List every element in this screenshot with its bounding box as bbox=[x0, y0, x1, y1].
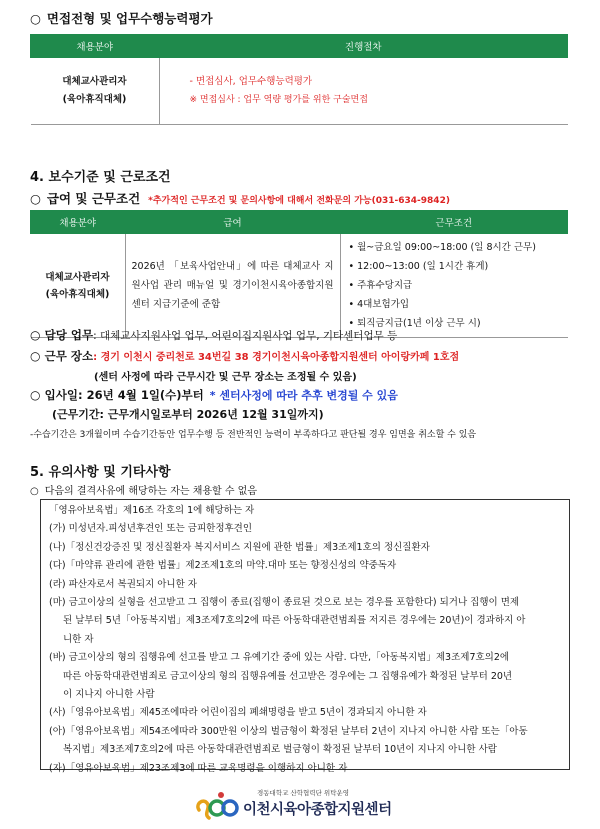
disqualification-item: (사)「영유아보육법」제45조에따라 어린이집의 폐쇄명령을 받고 5년이 경과되지 아니한 자 bbox=[49, 707, 427, 719]
place-line: ○ 근무 장소: 경기 이천시 중리천로 34번길 38 경기이천시육아종합지원센터 아이랑카페 1호점 bbox=[30, 349, 460, 363]
disqualification-item: (다)「마약류 관리에 관한 법률」제2조제1호의 마약.대마 또는 향정신성의 약중독자 bbox=[49, 560, 397, 572]
interview-header-field: 채용분야 bbox=[31, 35, 160, 58]
disqualification-item-cont: 이 지나지 아니한 사람 bbox=[63, 689, 155, 701]
disqualification-item-cont: 니한 자 bbox=[63, 633, 94, 645]
start-line: ○ 입사일: 26년 4월 1일(수)부터 * 센터사정에 따라 추후 변경될 수 있음 bbox=[30, 388, 398, 402]
condition-item: • 퇴직금지급(1년 이상 근무 시) bbox=[348, 318, 481, 329]
footer-logo bbox=[193, 788, 413, 822]
center-logo-icon bbox=[193, 788, 243, 822]
interview-role-cell bbox=[31, 58, 160, 125]
pay-table bbox=[30, 210, 568, 338]
section5-intro: ○ 다음의 결격사유에 해당하는 자는 채용할 수 없음 bbox=[30, 486, 258, 497]
disqualification-item: 「영유아보육법」제16조 각호의 1에 해당하는 자 bbox=[49, 505, 255, 516]
disqualification-item: (바) 금고이상의 형의 집행유예 선고를 받고 그 유예기간 중에 있는 사람. 다만,「아동복지법」제3조제7호의2에 bbox=[49, 652, 510, 664]
section5-title: 5. 유의사항 및 기타사항 bbox=[30, 465, 171, 480]
disqualification-item: (가) 미성년자.피성년후견인 또는 금피한정후견인 bbox=[49, 523, 253, 535]
place-sub: (센터 사정에 따라 근무시간 및 근무 장소는 조정될 수 있음) bbox=[94, 372, 357, 383]
disqualification-item: (라) 파산자로서 복권되지 아니한 자 bbox=[49, 578, 197, 590]
period-line: (근무기간: 근무개시일로부터 2026년 12월 31일까지) bbox=[52, 408, 324, 421]
interview-desc-line: - 면접심사, 업무수행능력평가 bbox=[189, 76, 313, 87]
pay-header-salary: 급여 bbox=[125, 211, 340, 234]
disqualification-item: (마) 금고이상의 실형을 선고받고 그 집행이 종료(집행이 종료된 것으로 보는 경우를 포함한다) 되거나 집행이 면제 bbox=[49, 597, 520, 609]
footer-org-name: 이천시육아종합지원센터 bbox=[243, 802, 392, 818]
role-line: (육아휴직대체) bbox=[45, 288, 110, 300]
interview-table bbox=[30, 34, 568, 125]
interview-desc-note: ※ 면접심사 : 업무 역량 평가를 위한 구술면접 bbox=[189, 95, 368, 105]
disqualification-item-cont: 따른 아동학대관련범죄로 금고이상의 형의 집행유예를 선고받은 경우에는 그 집행유예가 확정된 날부터 20년 bbox=[63, 670, 513, 682]
pay-role-cell bbox=[31, 234, 126, 338]
condition-item: • 월~금요일 09:00~18:00 (일 8시간 근무) bbox=[348, 242, 536, 253]
interview-header-process: 진행절차 bbox=[159, 35, 568, 58]
disqualification-item: (아)「영유아보육법」제54조에따라 300만원 이상의 벌금형이 확정된 날부터 2년이 지나지 아니한 사람 또는「아동 bbox=[49, 725, 528, 737]
conditions-cell bbox=[340, 234, 568, 338]
condition-item: • 주휴수당지급 bbox=[348, 280, 413, 291]
duty-line: ○ 담당 업무: 대체교사지원사업 업무, 어린이집지원사업 업무, 기타센터업무 등 bbox=[30, 328, 398, 342]
disqualification-item: (나)「정신건강증진 및 정신질환자 복지서비스 지원에 관한 법률」제3조제1호의 정신질환자 bbox=[49, 541, 430, 553]
condition-item: • 4대보험가입 bbox=[348, 299, 410, 310]
pay-title: ○ 급여 및 근무조건 *추가적인 근무조건 및 문의사항에 대해서 전화문의 가능(031-634-9842) bbox=[30, 191, 450, 206]
interview-desc-cell bbox=[159, 58, 568, 125]
pay-header-conditions: 근무조건 bbox=[340, 211, 568, 234]
pay-text-cell: 2026년 「보육사업안내」에 따른 대체교사 지원사업 관리 매뉴얼 및 경기이천시육아종합지원센터 지급기준에 준함 bbox=[125, 234, 340, 338]
condition-item: • 12:00~13:00 (일 1시간 휴게) bbox=[348, 261, 489, 272]
disqualification-box bbox=[40, 499, 570, 774]
disqualification-item-cont: 된 날부터 5년「아동복지법」제3조제7호의2에 따른 아동학대관련범죄를 저지른 경우에는 20년)이 경과하지 아 bbox=[63, 615, 526, 627]
pay-note: *추가적인 근무조건 및 문의사항에 대해서 전화문의 가능(031-634-9842) bbox=[148, 196, 450, 206]
footer-operator: 경동대학교 산학협력단 위탁운영 bbox=[257, 789, 350, 797]
role-line: 대체교사관리자 bbox=[62, 76, 127, 87]
section4-title: 4. 보수기준 및 근로조건 bbox=[30, 170, 171, 185]
interview-section-title: ○ 면접전형 및 업무수행능력평가 bbox=[30, 11, 213, 26]
disqualification-item-cont: 복지법」제3조제7호의2에 따른 아동학대관련범죄로 벌금형이 확정된 날부터 10년이 지나지 아니한 사람 bbox=[63, 744, 497, 756]
probation-note: -수습기간은 3개월이며 수습기간동안 업무수행 등 전반적인 능력이 부족하다고 판단될 경우 임면을 취소할 수 있음 bbox=[30, 430, 477, 440]
role-line: (육아휴직대체) bbox=[62, 94, 127, 105]
role-line: 대체교사관리자 bbox=[45, 271, 110, 283]
disqualification-item: (자)「영유아보육법」제23조제3에 따른 교육명령을 이행하지 아니한 자 bbox=[49, 762, 348, 774]
pay-header-field: 채용분야 bbox=[31, 211, 126, 234]
